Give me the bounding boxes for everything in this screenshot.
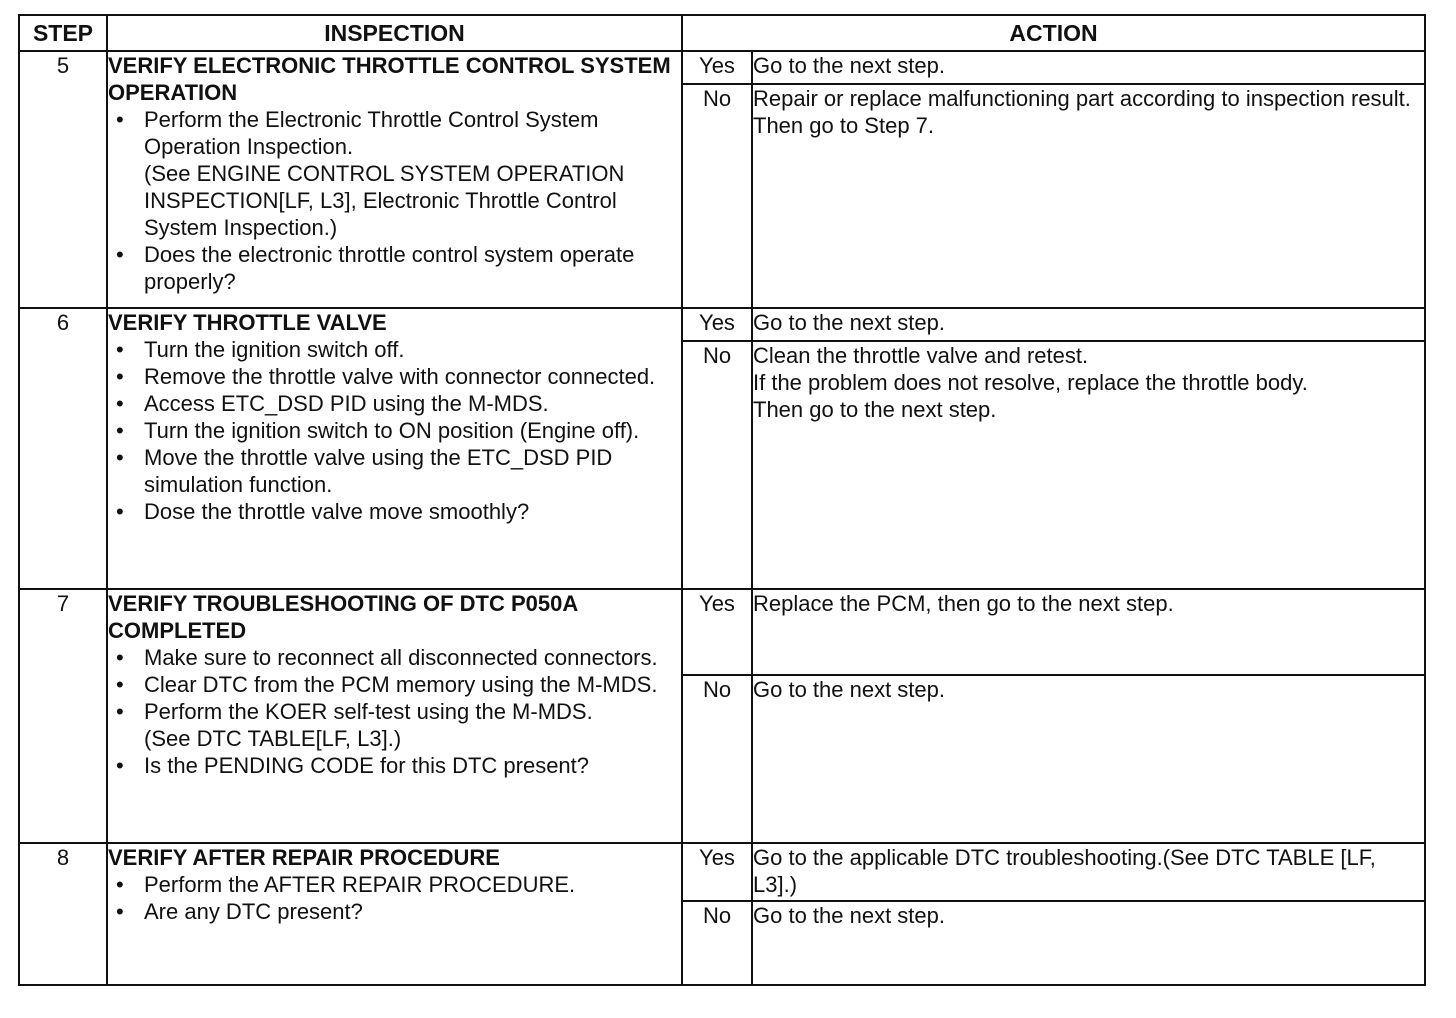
inspection-cell — [107, 308, 682, 589]
inspection-bullet: • Does the electronic throttle control system operate properly? — [144, 241, 681, 295]
inspection-bullets — [108, 871, 681, 925]
step-number: 8 — [19, 843, 107, 985]
inspection-cell — [107, 589, 682, 843]
inspection-bullets — [108, 106, 681, 295]
inspection-cell — [107, 843, 682, 985]
yes-action: Go to the applicable DTC troubleshooting.(See DTC TABLE [LF, L3].) — [752, 843, 1425, 901]
yes-action: Go to the next step. — [752, 308, 1425, 341]
inspection-bullet: • Access ETC_DSD PID using the M-MDS. — [144, 390, 681, 417]
header-action: ACTION — [682, 15, 1425, 51]
inspection-bullet: • Perform the Electronic Throttle Control System Operation Inspection. (See ENGINE CONTROL SYSTEM OPERATION INSPECTION[LF, L3], Electronic Throttle Control System Inspection.) — [144, 106, 681, 241]
inspection-title: VERIFY AFTER REPAIR PROCEDURE — [108, 845, 500, 870]
step-number: 6 — [19, 308, 107, 589]
step-5-yes-row — [19, 51, 1425, 84]
step-6-yes-row — [19, 308, 1425, 341]
inspection-bullet: • Make sure to reconnect all disconnected connectors. — [144, 644, 681, 671]
no-label: No — [682, 84, 752, 308]
inspection-bullets — [108, 644, 681, 779]
yes-action: Replace the PCM, then go to the next step. — [752, 589, 1425, 675]
yes-label: Yes — [682, 589, 752, 675]
diagnostic-procedure-table — [18, 14, 1426, 986]
no-label: No — [682, 341, 752, 589]
inspection-bullet: • Is the PENDING CODE for this DTC present? — [144, 752, 681, 779]
inspection-bullet: • Remove the throttle valve with connector connected. — [144, 363, 681, 390]
yes-label: Yes — [682, 843, 752, 901]
inspection-bullet: • Are any DTC present? — [144, 898, 681, 925]
header-row — [19, 15, 1425, 51]
inspection-bullet: • Turn the ignition switch off. — [144, 336, 681, 363]
header-inspection: INSPECTION — [107, 15, 682, 51]
no-action: Go to the next step. — [752, 901, 1425, 985]
yes-label: Yes — [682, 308, 752, 341]
header-step: STEP — [19, 15, 107, 51]
no-label: No — [682, 675, 752, 843]
step-8-yes-row — [19, 843, 1425, 901]
step-number: 7 — [19, 589, 107, 843]
inspection-bullet: • Turn the ignition switch to ON position (Engine off). — [144, 417, 681, 444]
step-number: 5 — [19, 51, 107, 308]
no-action: Repair or replace malfunctioning part according to inspection result. Then go to Step 7. — [752, 84, 1425, 308]
inspection-title: VERIFY THROTTLE VALVE — [108, 310, 387, 335]
inspection-bullets — [108, 336, 681, 525]
yes-label: Yes — [682, 51, 752, 84]
no-label: No — [682, 901, 752, 985]
no-action: Go to the next step. — [752, 675, 1425, 843]
inspection-title: VERIFY TROUBLESHOOTING OF DTC P050A COMPLETED — [108, 591, 578, 643]
inspection-bullet: • Perform the AFTER REPAIR PROCEDURE. — [144, 871, 681, 898]
inspection-title: VERIFY ELECTRONIC THROTTLE CONTROL SYSTEM OPERATION — [108, 53, 671, 105]
inspection-bullet: • Perform the KOER self-test using the M-MDS. (See DTC TABLE[LF, L3].) — [144, 698, 681, 752]
inspection-bullet: • Dose the throttle valve move smoothly? — [144, 498, 681, 525]
inspection-bullet: • Move the throttle valve using the ETC_DSD PID simulation function. — [144, 444, 681, 498]
yes-action: Go to the next step. — [752, 51, 1425, 84]
inspection-cell — [107, 51, 682, 308]
step-7-yes-row — [19, 589, 1425, 675]
inspection-bullet: • Clear DTC from the PCM memory using the M-MDS. — [144, 671, 681, 698]
no-action: Clean the throttle valve and retest. If the problem does not resolve, replace the throttle body. Then go to the next step. — [752, 341, 1425, 589]
